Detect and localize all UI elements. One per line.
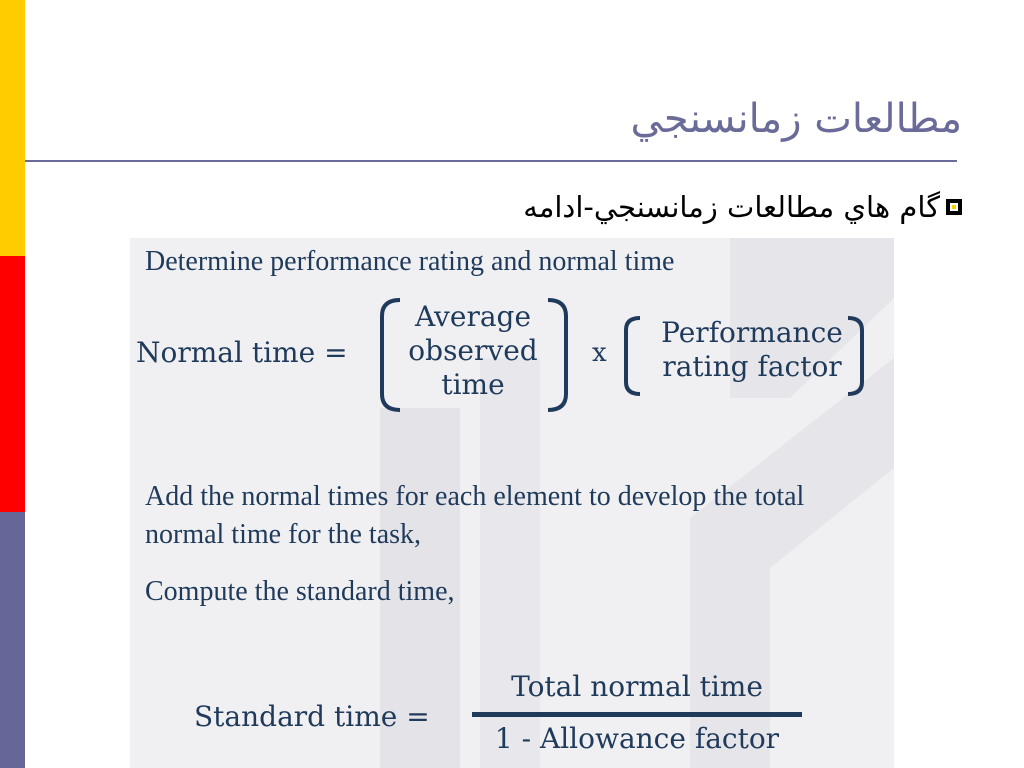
performance-rating-factor bbox=[642, 316, 862, 384]
term1-line2: observed bbox=[408, 334, 538, 367]
square-bullet-icon bbox=[946, 199, 962, 215]
formula-panel bbox=[130, 238, 894, 768]
term2-line1: Performance bbox=[661, 316, 843, 349]
term1-line3: time bbox=[441, 368, 505, 401]
accent-bar-purple bbox=[0, 512, 25, 768]
term1-line1: Average bbox=[414, 300, 532, 333]
fraction-bar bbox=[472, 712, 802, 717]
normal-time-label: Normal time = bbox=[136, 336, 348, 369]
title-divider bbox=[25, 160, 957, 162]
term2-line2: rating factor bbox=[662, 350, 842, 383]
fraction-numerator: Total normal time bbox=[511, 670, 763, 703]
accent-bar-red bbox=[0, 256, 25, 512]
standard-time-label: Standard time = bbox=[194, 700, 430, 733]
fraction-denominator: 1 - Allowance factor bbox=[494, 722, 780, 755]
slide-title: مطالعات زمانسنجي bbox=[630, 96, 962, 142]
bullet-row bbox=[523, 190, 962, 224]
panel-heading: Determine performance rating and normal time bbox=[145, 246, 675, 277]
right-paren-icon-2 bbox=[842, 314, 868, 398]
accent-bar-yellow bbox=[0, 0, 25, 256]
average-observed-time bbox=[398, 300, 548, 402]
bullet-text: گام هاي مطالعات زمانسنجي-ادامه bbox=[523, 190, 940, 224]
multiply-sign: x bbox=[592, 338, 607, 368]
right-paren-icon bbox=[542, 296, 572, 414]
paragraph-total-normal-time: Add the normal times for each element to develop the total normal time for the task, bbox=[145, 481, 805, 550]
paragraph-standard-time: Compute the standard time, bbox=[145, 576, 455, 607]
